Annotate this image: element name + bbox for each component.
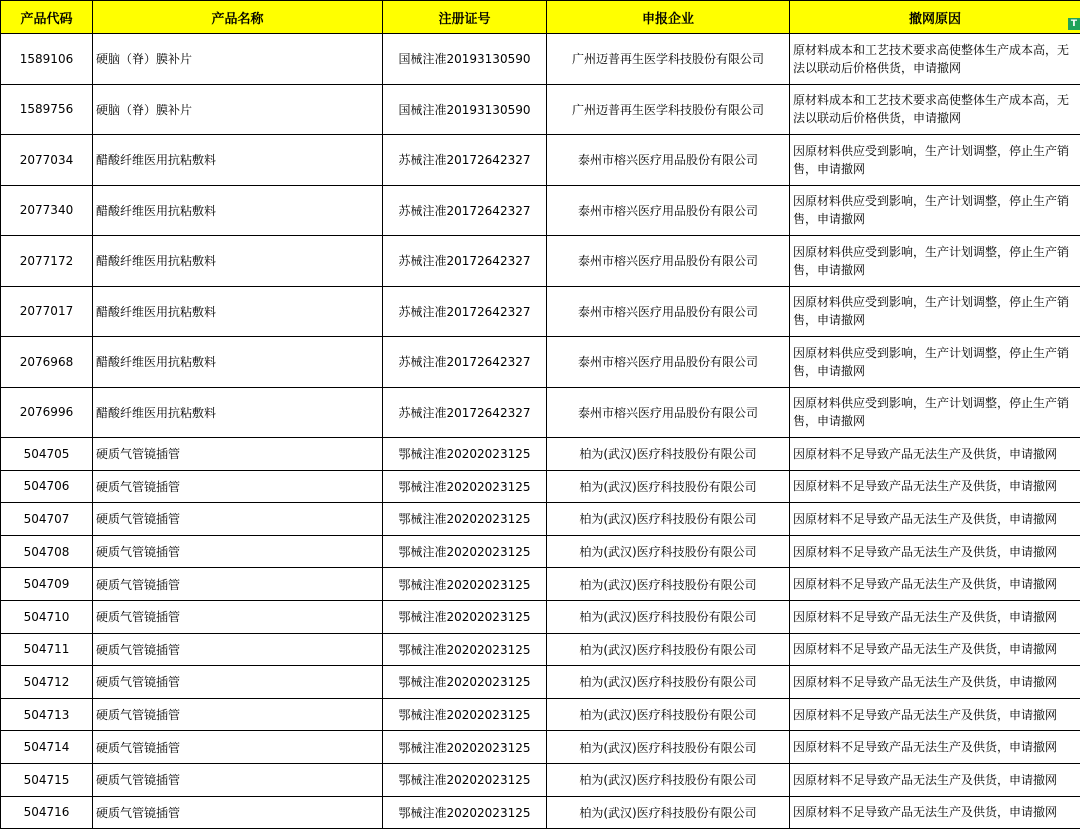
cell-registration-number: 国械注准20193130590: [383, 34, 547, 85]
table-row: [1, 600, 1080, 633]
table-row: [1, 633, 1080, 666]
cell-applicant-company: 柏为(武汉)医疗科技股份有限公司: [547, 503, 790, 536]
header-product-name: 产品名称: [93, 1, 383, 34]
cell-product-name: 硬质气管镜插管: [93, 503, 383, 536]
cell-applicant-company: 柏为(武汉)医疗科技股份有限公司: [547, 600, 790, 633]
cell-applicant-company: 柏为(武汉)医疗科技股份有限公司: [547, 763, 790, 796]
cell-delisting-reason: 原材料成本和工艺技术要求高使整体生产成本高，无法以联动后价格供货，申请撤网: [790, 34, 1080, 85]
cell-registration-number: 鄂械注准20202023125: [383, 600, 547, 633]
cell-delisting-reason: 因原材料供应受到影响，生产计划调整，停止生产销售，申请撤网: [790, 185, 1080, 236]
cell-product-code: 504709: [1, 568, 93, 601]
cell-delisting-reason: 因原材料不足导致产品无法生产及供货，申请撤网: [790, 698, 1080, 731]
cell-registration-number: 鄂械注准20202023125: [383, 666, 547, 699]
header-registration-number: 注册证号: [383, 1, 547, 34]
cell-delisting-reason: 原材料成本和工艺技术要求高使整体生产成本高，无法以联动后价格供货，申请撤网: [790, 84, 1080, 135]
cell-product-code: 504706: [1, 470, 93, 503]
table-row: [1, 568, 1080, 601]
cell-applicant-company: 柏为(武汉)医疗科技股份有限公司: [547, 633, 790, 666]
header-product-code: 产品代码: [1, 1, 93, 34]
cell-delisting-reason: 因原材料不足导致产品无法生产及供货，申请撤网: [790, 438, 1080, 471]
cell-applicant-company: 泰州市榕兴医疗用品股份有限公司: [547, 236, 790, 287]
cell-product-name: 硬质气管镜插管: [93, 470, 383, 503]
table-row: [1, 236, 1080, 287]
cell-registration-number: 鄂械注准20202023125: [383, 568, 547, 601]
cell-applicant-company: 泰州市榕兴医疗用品股份有限公司: [547, 286, 790, 337]
cell-product-name: 硬脑（脊）膜补片: [93, 84, 383, 135]
cell-product-code: 504707: [1, 503, 93, 536]
cell-product-name: 硬质气管镜插管: [93, 796, 383, 829]
cell-product-code: 2077034: [1, 135, 93, 186]
cell-registration-number: 鄂械注准20202023125: [383, 796, 547, 829]
cell-delisting-reason: 因原材料供应受到影响，生产计划调整，停止生产销售，申请撤网: [790, 286, 1080, 337]
cell-applicant-company: 泰州市榕兴医疗用品股份有限公司: [547, 387, 790, 438]
cell-product-code: 2077017: [1, 286, 93, 337]
cell-delisting-reason: 因原材料不足导致产品无法生产及供货，申请撤网: [790, 568, 1080, 601]
cell-product-name: 醋酸纤维医用抗粘敷料: [93, 387, 383, 438]
table-row: [1, 503, 1080, 536]
cell-registration-number: 鄂械注准20202023125: [383, 633, 547, 666]
table-row: [1, 470, 1080, 503]
table-row: [1, 84, 1080, 135]
cell-applicant-company: 柏为(武汉)医疗科技股份有限公司: [547, 568, 790, 601]
cell-delisting-reason: 因原材料不足导致产品无法生产及供货，申请撤网: [790, 633, 1080, 666]
cell-registration-number: 鄂械注准20202023125: [383, 535, 547, 568]
cell-product-code: 504711: [1, 633, 93, 666]
cell-applicant-company: 柏为(武汉)医疗科技股份有限公司: [547, 470, 790, 503]
cell-registration-number: 苏械注准20172642327: [383, 286, 547, 337]
cell-product-code: 504712: [1, 666, 93, 699]
cell-product-name: 醋酸纤维医用抗粘敷料: [93, 135, 383, 186]
cell-delisting-reason: 因原材料供应受到影响，生产计划调整，停止生产销售，申请撤网: [790, 236, 1080, 287]
cell-applicant-company: 柏为(武汉)医疗科技股份有限公司: [547, 731, 790, 764]
cell-product-code: 504716: [1, 796, 93, 829]
table-header-row: [1, 1, 1080, 34]
cell-delisting-reason: 因原材料不足导致产品无法生产及供货，申请撤网: [790, 600, 1080, 633]
cell-product-name: 硬质气管镜插管: [93, 666, 383, 699]
cell-applicant-company: 泰州市榕兴医疗用品股份有限公司: [547, 185, 790, 236]
cell-product-code: 2077340: [1, 185, 93, 236]
table-row: [1, 135, 1080, 186]
cell-registration-number: 苏械注准20172642327: [383, 135, 547, 186]
cell-applicant-company: 柏为(武汉)医疗科技股份有限公司: [547, 796, 790, 829]
table-row: [1, 666, 1080, 699]
cell-applicant-company: 广州迈普再生医学科技股份有限公司: [547, 34, 790, 85]
table-row: [1, 535, 1080, 568]
cell-product-name: 醋酸纤维医用抗粘敷料: [93, 286, 383, 337]
table-row: [1, 796, 1080, 829]
header-applicant-company: 申报企业: [547, 1, 790, 34]
table-row: [1, 731, 1080, 764]
cell-delisting-reason: 因原材料不足导致产品无法生产及供货，申请撤网: [790, 535, 1080, 568]
cell-product-name: 硬质气管镜插管: [93, 633, 383, 666]
cell-registration-number: 鄂械注准20202023125: [383, 438, 547, 471]
cell-product-code: 504710: [1, 600, 93, 633]
cell-applicant-company: 柏为(武汉)医疗科技股份有限公司: [547, 666, 790, 699]
cell-delisting-reason: 因原材料供应受到影响，生产计划调整，停止生产销售，申请撤网: [790, 135, 1080, 186]
table-row: [1, 34, 1080, 85]
table-row: [1, 438, 1080, 471]
cell-product-name: 醋酸纤维医用抗粘敷料: [93, 236, 383, 287]
cell-product-name: 硬质气管镜插管: [93, 438, 383, 471]
cell-product-code: 504708: [1, 535, 93, 568]
cell-product-code: 2076996: [1, 387, 93, 438]
cell-product-name: 硬质气管镜插管: [93, 600, 383, 633]
table-row: [1, 286, 1080, 337]
cell-delisting-reason: 因原材料供应受到影响，生产计划调整，停止生产销售，申请撤网: [790, 387, 1080, 438]
cell-applicant-company: 广州迈普再生医学科技股份有限公司: [547, 84, 790, 135]
cell-product-name: 硬质气管镜插管: [93, 535, 383, 568]
cell-product-name: 硬质气管镜插管: [93, 763, 383, 796]
corner-tag-icon: T: [1068, 18, 1080, 30]
cell-product-code: 2077172: [1, 236, 93, 287]
table-row: [1, 763, 1080, 796]
cell-product-name: 醋酸纤维医用抗粘敷料: [93, 337, 383, 388]
cell-delisting-reason: 因原材料不足导致产品无法生产及供货，申请撤网: [790, 796, 1080, 829]
cell-applicant-company: 柏为(武汉)医疗科技股份有限公司: [547, 535, 790, 568]
cell-registration-number: 苏械注准20172642327: [383, 337, 547, 388]
cell-product-name: 硬质气管镜插管: [93, 698, 383, 731]
cell-product-code: 1589756: [1, 84, 93, 135]
cell-registration-number: 鄂械注准20202023125: [383, 503, 547, 536]
cell-registration-number: 国械注准20193130590: [383, 84, 547, 135]
cell-applicant-company: 柏为(武汉)医疗科技股份有限公司: [547, 698, 790, 731]
table-row: [1, 337, 1080, 388]
cell-product-name: 硬质气管镜插管: [93, 568, 383, 601]
cell-registration-number: 鄂械注准20202023125: [383, 731, 547, 764]
cell-product-name: 醋酸纤维医用抗粘敷料: [93, 185, 383, 236]
cell-registration-number: 鄂械注准20202023125: [383, 470, 547, 503]
cell-delisting-reason: 因原材料不足导致产品无法生产及供货，申请撤网: [790, 503, 1080, 536]
table-body: [1, 34, 1080, 829]
cell-product-code: 1589106: [1, 34, 93, 85]
cell-product-code: 2076968: [1, 337, 93, 388]
cell-delisting-reason: 因原材料不足导致产品无法生产及供货，申请撤网: [790, 763, 1080, 796]
cell-delisting-reason: 因原材料不足导致产品无法生产及供货，申请撤网: [790, 666, 1080, 699]
cell-applicant-company: 柏为(武汉)医疗科技股份有限公司: [547, 438, 790, 471]
cell-product-name: 硬脑（脊）膜补片: [93, 34, 383, 85]
table-row: [1, 387, 1080, 438]
cell-product-code: 504715: [1, 763, 93, 796]
cell-registration-number: 鄂械注准20202023125: [383, 698, 547, 731]
table-row: [1, 698, 1080, 731]
cell-product-name: 硬质气管镜插管: [93, 731, 383, 764]
cell-delisting-reason: 因原材料供应受到影响，生产计划调整，停止生产销售，申请撤网: [790, 337, 1080, 388]
cell-registration-number: 鄂械注准20202023125: [383, 763, 547, 796]
cell-delisting-reason: 因原材料不足导致产品无法生产及供货，申请撤网: [790, 470, 1080, 503]
cell-applicant-company: 泰州市榕兴医疗用品股份有限公司: [547, 135, 790, 186]
cell-delisting-reason: 因原材料不足导致产品无法生产及供货，申请撤网: [790, 731, 1080, 764]
cell-product-code: 504713: [1, 698, 93, 731]
cell-applicant-company: 泰州市榕兴医疗用品股份有限公司: [547, 337, 790, 388]
header-delisting-reason: 撤网原因: [790, 1, 1080, 34]
cell-registration-number: 苏械注准20172642327: [383, 387, 547, 438]
cell-product-code: 504705: [1, 438, 93, 471]
cell-product-code: 504714: [1, 731, 93, 764]
cell-registration-number: 苏械注准20172642327: [383, 185, 547, 236]
cell-registration-number: 苏械注准20172642327: [383, 236, 547, 287]
table-row: [1, 185, 1080, 236]
